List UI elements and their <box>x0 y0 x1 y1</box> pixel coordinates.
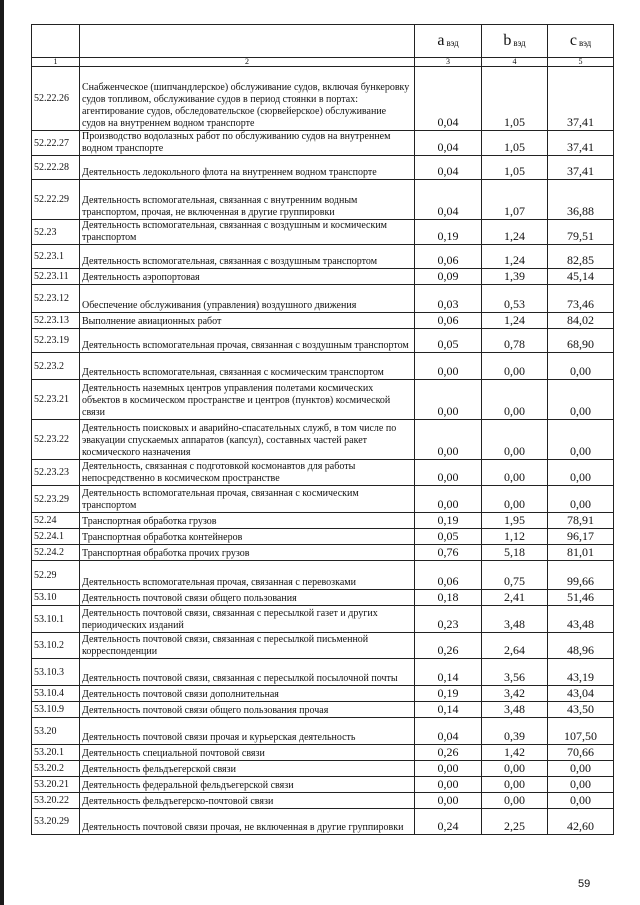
activity-name: Деятельность поисковых и аварийно-спасательных служб, в том числе по эвакуации спускаемых аппаратов (капсул), составных частей ракет космического назначения <box>80 420 415 460</box>
table-row <box>32 513 614 529</box>
table-row <box>32 420 614 460</box>
value-c: 36,88 <box>548 180 614 220</box>
activity-code: 53.20.29 <box>32 809 80 835</box>
table-row <box>32 561 614 590</box>
value-a: 0,19 <box>415 220 482 245</box>
value-c: 0,00 <box>548 460 614 486</box>
value-a: 0,19 <box>415 513 482 529</box>
activity-code: 52.23.23 <box>32 460 80 486</box>
value-c: 79,51 <box>548 220 614 245</box>
activity-code: 53.20.2 <box>32 761 80 777</box>
value-c: 73,46 <box>548 285 614 313</box>
activity-code: 53.10.1 <box>32 606 80 633</box>
header-a: a $_{вэд}$ <box>415 25 482 58</box>
activity-code: 52.23.22 <box>32 420 80 460</box>
table-row <box>32 380 614 420</box>
value-b: 0,00 <box>482 793 548 809</box>
value-a: 0,05 <box>415 329 482 353</box>
value-a: 0,05 <box>415 529 482 545</box>
value-c: 48,96 <box>548 633 614 659</box>
column-number: 5 <box>548 58 614 67</box>
activity-code: 52.29 <box>32 561 80 590</box>
value-b: 2,64 <box>482 633 548 659</box>
activity-name: Деятельность фельдъегерско-почтовой связи <box>80 793 415 809</box>
value-a: 0,06 <box>415 313 482 329</box>
value-a: 0,00 <box>415 793 482 809</box>
value-b: 0,00 <box>482 353 548 380</box>
activity-code: 52.23.29 <box>32 486 80 513</box>
scan-edge-bar <box>0 0 4 905</box>
activity-code: 52.22.29 <box>32 180 80 220</box>
column-number: 4 <box>482 58 548 67</box>
table-row <box>32 329 614 353</box>
value-b: 1,95 <box>482 513 548 529</box>
value-a: 0,00 <box>415 353 482 380</box>
value-a: 0,24 <box>415 809 482 835</box>
table-row <box>32 809 614 835</box>
activity-name: Деятельность почтовой связи, связанная с пересылкой посылочной почты <box>80 659 415 686</box>
header-row <box>32 25 614 58</box>
value-c: 43,48 <box>548 606 614 633</box>
value-b: 3,48 <box>482 606 548 633</box>
value-b: 1,39 <box>482 269 548 285</box>
value-b: 3,42 <box>482 686 548 702</box>
table-row <box>32 633 614 659</box>
activity-code: 52.22.28 <box>32 156 80 180</box>
activity-name: Деятельность аэропортовая <box>80 269 415 285</box>
table-row <box>32 460 614 486</box>
activity-name: Транспортная обработка контейнеров <box>80 529 415 545</box>
value-c: 0,00 <box>548 486 614 513</box>
value-b: 1,24 <box>482 245 548 269</box>
value-b: 0,75 <box>482 561 548 590</box>
table-row <box>32 777 614 793</box>
activity-code: 53.10.3 <box>32 659 80 686</box>
activity-name: Деятельность специальной почтовой связи <box>80 745 415 761</box>
activity-code: 52.23 <box>32 220 80 245</box>
value-a: 0,04 <box>415 156 482 180</box>
table-row <box>32 180 614 220</box>
table-row <box>32 156 614 180</box>
activity-name: Деятельность почтовой связи общего пользования <box>80 590 415 606</box>
value-a: 0,04 <box>415 131 482 156</box>
value-b: 1,12 <box>482 529 548 545</box>
value-c: 42,60 <box>548 809 614 835</box>
value-b: 0,39 <box>482 718 548 745</box>
value-c: 0,00 <box>548 793 614 809</box>
value-c: 68,90 <box>548 329 614 353</box>
value-b: 5,18 <box>482 545 548 561</box>
activity-name: Деятельность вспомогательная прочая, связанная с космическим транспортом <box>80 486 415 513</box>
value-a: 0,00 <box>415 761 482 777</box>
value-a: 0,23 <box>415 606 482 633</box>
activity-name: Транспортная обработка прочих грузов <box>80 545 415 561</box>
table-row <box>32 131 614 156</box>
activity-name: Обеспечение обслуживания (управления) воздушного движения <box>80 285 415 313</box>
value-a: 0,04 <box>415 718 482 745</box>
activity-code: 53.20 <box>32 718 80 745</box>
column-number-row <box>32 58 614 67</box>
activity-name: Деятельность почтовой связи общего пользования прочая <box>80 702 415 718</box>
activity-name: Деятельность вспомогательная, связанная с космическим транспортом <box>80 353 415 380</box>
value-b: 1,05 <box>482 67 548 131</box>
value-b: 1,42 <box>482 745 548 761</box>
table-row <box>32 718 614 745</box>
activity-code: 53.10.4 <box>32 686 80 702</box>
table-row <box>32 353 614 380</box>
activity-name: Деятельность вспомогательная, связанная с воздушным транспортом <box>80 245 415 269</box>
activity-name: Деятельность наземных центров управления полетами космических объектов в космическом пространстве и центров (пунктов) космической связи <box>80 380 415 420</box>
value-a: 0,00 <box>415 777 482 793</box>
value-a: 0,14 <box>415 702 482 718</box>
activity-code: 52.23.13 <box>32 313 80 329</box>
value-b: 0,00 <box>482 486 548 513</box>
value-a: 0,00 <box>415 420 482 460</box>
value-c: 43,50 <box>548 702 614 718</box>
value-a: 0,26 <box>415 745 482 761</box>
activity-code: 52.23.19 <box>32 329 80 353</box>
activity-name: Деятельность вспомогательная прочая, связанная с перевозками <box>80 561 415 590</box>
value-b: 2,41 <box>482 590 548 606</box>
value-b: 3,48 <box>482 702 548 718</box>
page-number: 59 <box>578 878 591 890</box>
table-row <box>32 590 614 606</box>
value-c: 78,91 <box>548 513 614 529</box>
value-a: 0,06 <box>415 245 482 269</box>
value-a: 0,09 <box>415 269 482 285</box>
activity-name: Деятельность вспомогательная, связанная с воздушным и космическим транспортом <box>80 220 415 245</box>
activity-name: Деятельность почтовой связи прочая и курьерская деятельность <box>80 718 415 745</box>
header-b: b $_{вэд}$ <box>482 25 548 58</box>
value-c: 43,04 <box>548 686 614 702</box>
value-b: 0,00 <box>482 761 548 777</box>
header-blank-code <box>32 25 80 58</box>
value-c: 70,66 <box>548 745 614 761</box>
value-c: 81,01 <box>548 545 614 561</box>
table-row <box>32 793 614 809</box>
value-b: 0,53 <box>482 285 548 313</box>
table-row <box>32 486 614 513</box>
value-b: 1,07 <box>482 180 548 220</box>
table-row <box>32 659 614 686</box>
activity-code: 52.22.26 <box>32 67 80 131</box>
value-c: 84,02 <box>548 313 614 329</box>
activity-code: 52.23.2 <box>32 353 80 380</box>
value-c: 0,00 <box>548 380 614 420</box>
table-row <box>32 67 614 131</box>
value-a: 0,00 <box>415 380 482 420</box>
value-a: 0,26 <box>415 633 482 659</box>
value-c: 107,50 <box>548 718 614 745</box>
value-b: 0,00 <box>482 460 548 486</box>
value-a: 0,19 <box>415 686 482 702</box>
activity-name: Деятельность вспомогательная, связанная с внутренним водным транспортом, прочая, не включенная в другие группировки <box>80 180 415 220</box>
activity-code: 52.23.21 <box>32 380 80 420</box>
table-row <box>32 686 614 702</box>
value-b: 1,05 <box>482 156 548 180</box>
value-c: 99,66 <box>548 561 614 590</box>
activity-code: 52.24.2 <box>32 545 80 561</box>
activity-name: Деятельность почтовой связи, связанная с пересылкой письменной корреспонденции <box>80 633 415 659</box>
value-c: 96,17 <box>548 529 614 545</box>
value-b: 0,00 <box>482 777 548 793</box>
activity-name: Выполнение авиационных работ <box>80 313 415 329</box>
value-c: 37,41 <box>548 67 614 131</box>
activity-name: Деятельность почтовой связи, связанная с пересылкой газет и других периодических изданий <box>80 606 415 633</box>
value-c: 0,00 <box>548 420 614 460</box>
value-b: 1,05 <box>482 131 548 156</box>
table-row <box>32 702 614 718</box>
activity-code: 52.22.27 <box>32 131 80 156</box>
value-a: 0,18 <box>415 590 482 606</box>
value-c: 0,00 <box>548 353 614 380</box>
activity-code: 53.20.22 <box>32 793 80 809</box>
value-c: 37,41 <box>548 156 614 180</box>
activity-code: 53.20.21 <box>32 777 80 793</box>
header-c: c $_{вэд}$ <box>548 25 614 58</box>
table-row <box>32 761 614 777</box>
value-a: 0,00 <box>415 460 482 486</box>
activity-code: 52.24 <box>32 513 80 529</box>
column-number: 2 <box>80 58 415 67</box>
value-b: 0,00 <box>482 420 548 460</box>
value-a: 0,00 <box>415 486 482 513</box>
value-a: 0,14 <box>415 659 482 686</box>
table-row <box>32 313 614 329</box>
value-a: 0,03 <box>415 285 482 313</box>
value-c: 43,19 <box>548 659 614 686</box>
activity-name: Снабженческое (шипчандлерское) обслуживание судов, включая бункеровку судов топливом, обслуживание судов в период стоянки в портах: агентирование судов, обследовательское (сюрвейерское) обслуживание судов на внутреннем водном транспорте <box>80 67 415 131</box>
activity-name: Транспортная обработка грузов <box>80 513 415 529</box>
column-number: 3 <box>415 58 482 67</box>
activity-name: Деятельность почтовой связи прочая, не включенная в другие группировки <box>80 809 415 835</box>
value-b: 2,25 <box>482 809 548 835</box>
value-c: 0,00 <box>548 777 614 793</box>
activity-code: 52.24.1 <box>32 529 80 545</box>
value-c: 82,85 <box>548 245 614 269</box>
coefficients-table <box>31 24 614 835</box>
value-b: 1,24 <box>482 220 548 245</box>
activity-name: Деятельность ледокольного флота на внутреннем водном транспорте <box>80 156 415 180</box>
activity-code: 53.10 <box>32 590 80 606</box>
table-row <box>32 606 614 633</box>
activity-code: 52.23.11 <box>32 269 80 285</box>
activity-code: 53.20.1 <box>32 745 80 761</box>
activity-name: Деятельность почтовой связи дополнительная <box>80 686 415 702</box>
activity-name: Производство водолазных работ по обслуживанию судов на внутреннем водном транспорте <box>80 131 415 156</box>
value-c: 51,46 <box>548 590 614 606</box>
activity-code: 52.23.1 <box>32 245 80 269</box>
value-b: 1,24 <box>482 313 548 329</box>
table-row <box>32 545 614 561</box>
table-row <box>32 245 614 269</box>
value-a: 0,76 <box>415 545 482 561</box>
value-c: 45,14 <box>548 269 614 285</box>
activity-code: 52.23.12 <box>32 285 80 313</box>
activity-name: Деятельность вспомогательная прочая, связанная с воздушным транспортом <box>80 329 415 353</box>
activity-code: 53.10.2 <box>32 633 80 659</box>
activity-code: 53.10.9 <box>32 702 80 718</box>
value-a: 0,04 <box>415 180 482 220</box>
value-b: 3,56 <box>482 659 548 686</box>
value-a: 0,04 <box>415 67 482 131</box>
table-row <box>32 269 614 285</box>
table-row <box>32 529 614 545</box>
value-b: 0,78 <box>482 329 548 353</box>
table-row <box>32 285 614 313</box>
table-row <box>32 745 614 761</box>
value-c: 37,41 <box>548 131 614 156</box>
column-number: 1 <box>32 58 80 67</box>
table-row <box>32 220 614 245</box>
activity-name: Деятельность фельдъегерской связи <box>80 761 415 777</box>
value-c: 0,00 <box>548 761 614 777</box>
activity-name: Деятельность федеральной фельдъегерской связи <box>80 777 415 793</box>
value-b: 0,00 <box>482 380 548 420</box>
header-blank-name <box>80 25 415 58</box>
value-a: 0,06 <box>415 561 482 590</box>
activity-name: Деятельность, связанная с подготовкой космонавтов для работы непосредственно в космическом пространстве <box>80 460 415 486</box>
